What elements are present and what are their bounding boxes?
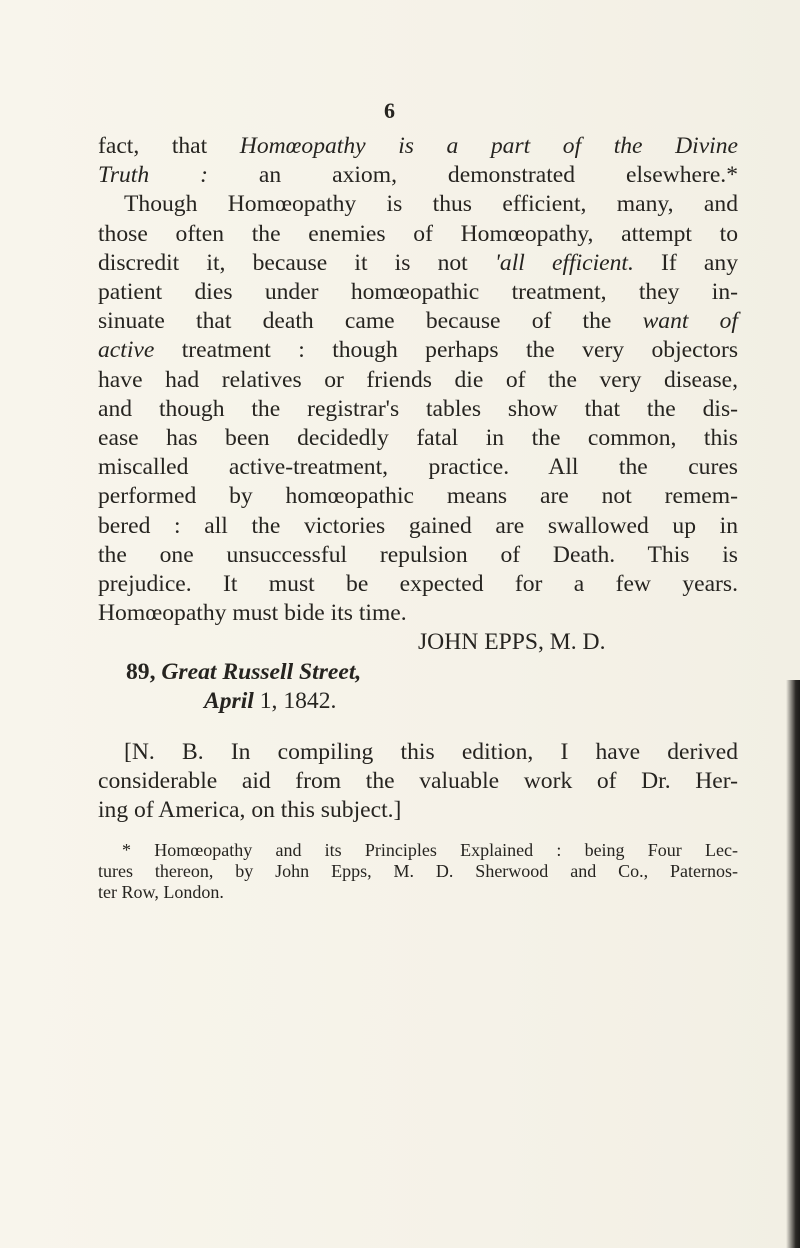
spacer	[98, 716, 738, 738]
text-line: Homœopathy must bide its time.	[98, 600, 407, 627]
footnote-line: ter Row, London.	[98, 881, 224, 902]
text-line	[98, 249, 738, 278]
editor-note-line: [N. B. In compiling this edition, I have derived	[124, 739, 738, 766]
footnote-line: tures thereon, by John Epps, M. D. Sherwood and Co., Paternos-	[98, 860, 738, 881]
signature-date	[98, 687, 738, 716]
page-edge-shadow	[786, 680, 800, 1248]
text-line	[98, 307, 738, 336]
text-line: and though the registrar's tables show that the dis-	[98, 395, 738, 422]
page-number: 6	[384, 98, 395, 123]
text-run: an axiom, demonstrated elsewhere.*	[207, 162, 738, 189]
italic-run: active	[98, 337, 155, 364]
text-line	[98, 336, 738, 365]
spacer	[98, 826, 738, 840]
address-number: 89,	[126, 658, 162, 685]
text-run: If any	[633, 249, 738, 276]
italic-run: Homœopathy is a part of the Divine	[239, 133, 738, 159]
italic-run: want of	[642, 308, 738, 335]
text-line: those often the enemies of Homœopathy, attempt to	[98, 220, 738, 247]
text-line	[98, 161, 738, 190]
paragraph-start-line: Though Homœopathy is thus efficient, many, and	[124, 191, 738, 218]
text-line: bered : all the victories gained are swallowed up in	[98, 512, 738, 539]
text-line: miscalled active-treatment, practice. All the cures	[98, 454, 738, 481]
date-rest: 1, 1842.	[253, 687, 337, 714]
footnote-line: * Homœopathy and its Principles Explained : being Four Lec-	[122, 839, 738, 860]
text-line: the one unsuccessful repulsion of Death. This is	[98, 541, 738, 568]
text-run: sinuate that death came because of the	[98, 308, 643, 335]
date-month: April	[204, 687, 254, 714]
text-run: discredit it, because it is not	[98, 249, 495, 276]
text-line: prejudice. It must be expected for a few years.	[98, 571, 738, 598]
text-line: performed by homœopathic means are not remem-	[98, 483, 738, 510]
text-line	[98, 132, 738, 161]
footnote	[98, 840, 738, 903]
editor-note-line: ing of America, on this subject.]	[98, 797, 402, 824]
signature-address	[98, 658, 738, 687]
page-body	[98, 132, 738, 903]
italic-run: Truth :	[98, 162, 208, 189]
text-run: fact, that	[98, 133, 240, 159]
text-run: treatment : though perhaps the very objectors	[154, 337, 738, 364]
text-line: ease has been decidedly fatal in the common, this	[98, 425, 738, 452]
signature-name: JOHN EPPS, M. D.	[418, 629, 606, 656]
editor-note-line: considerable aid from the valuable work of Dr. Her-	[98, 768, 738, 795]
italic-run: 'all efficient.	[494, 249, 634, 276]
address-street: Great Russell Street,	[161, 658, 362, 685]
text-line: have had relatives or friends die of the very disease,	[98, 366, 738, 393]
text-line: patient dies under homœopathic treatment, they in-	[98, 279, 738, 306]
